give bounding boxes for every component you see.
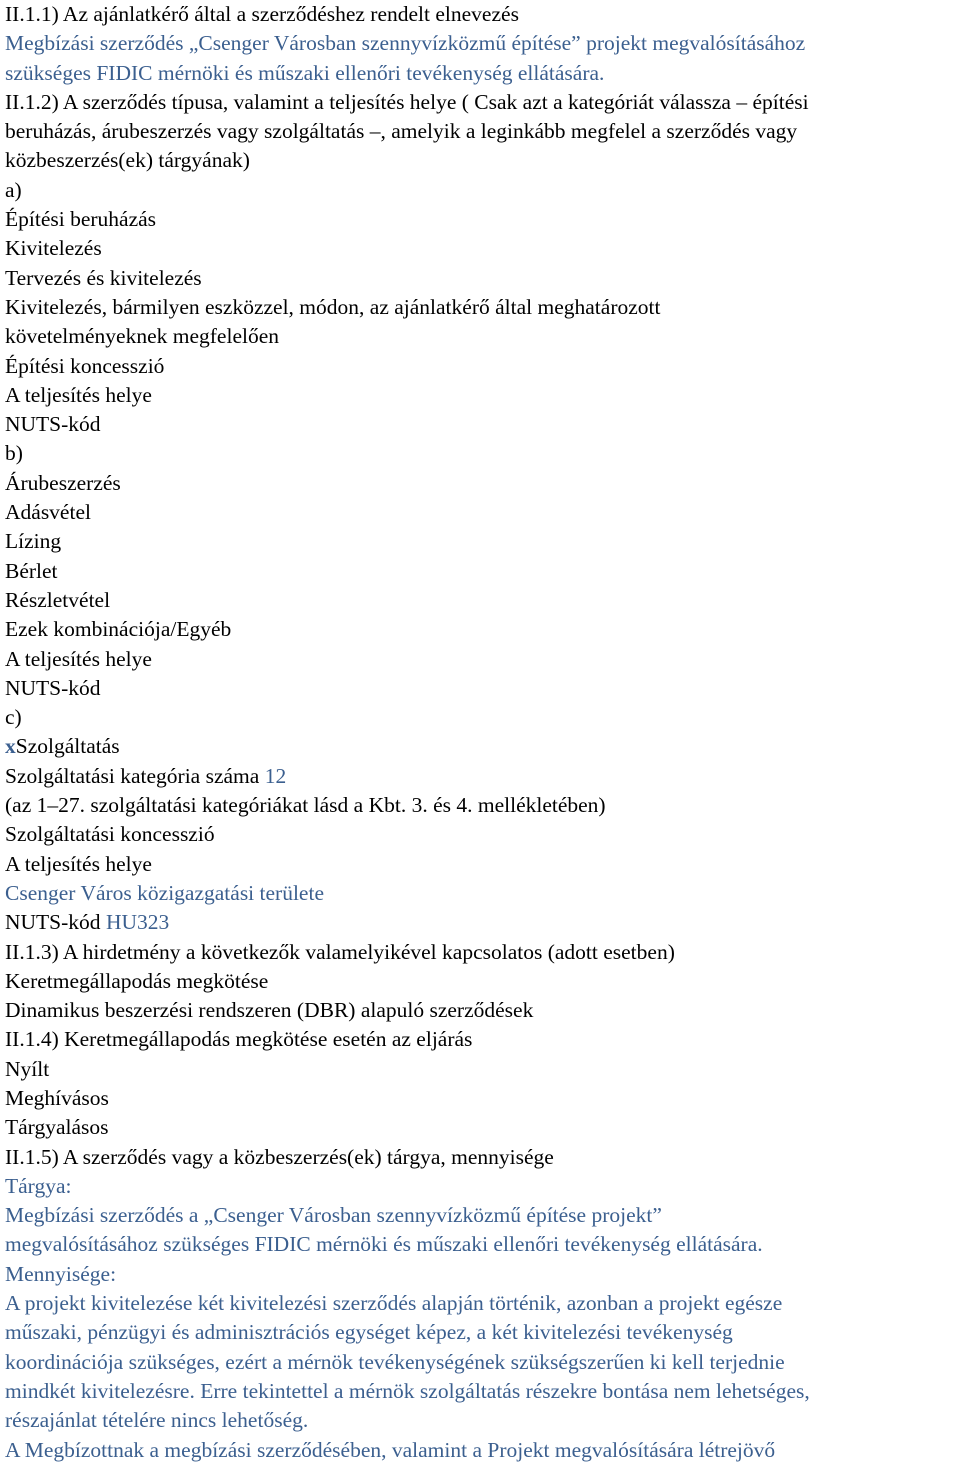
text-line <box>5 469 960 498</box>
highlighted-text: koordinációja szükséges, ezért a mérnök tevékenységének szükségszerűen ki kell terjednie <box>5 1349 785 1374</box>
text-line <box>5 967 960 996</box>
text-segment: Bérlet <box>5 558 58 583</box>
text-segment: a) <box>5 177 22 202</box>
text-line <box>5 234 960 263</box>
text-line <box>5 176 960 205</box>
text-segment: NUTS-kód <box>5 412 101 437</box>
text-line <box>5 645 960 674</box>
text-segment: A teljesítés helye <box>5 646 152 671</box>
text-line <box>5 791 960 820</box>
text-segment: Nyílt <box>5 1056 50 1081</box>
highlighted-text: Megbízási szerződés a „Csenger Városban szennyvízközmű építése projekt” <box>5 1203 662 1228</box>
text-line <box>5 88 960 117</box>
text-segment: Meghívásos <box>5 1085 109 1110</box>
text-line <box>5 498 960 527</box>
highlighted-text: 12 <box>264 763 287 788</box>
text-line <box>5 762 960 791</box>
highlighted-text: szükséges FIDIC mérnöki és műszaki ellenőri tevékenység ellátására. <box>5 60 605 85</box>
highlighted-text: Mennyisége: <box>5 1261 117 1286</box>
text-line <box>5 996 960 1025</box>
text-line <box>5 1289 960 1318</box>
text-segment: Keretmegállapodás megkötése <box>5 968 269 993</box>
text-line <box>5 322 960 351</box>
text-segment: c) <box>5 705 22 730</box>
highlighted-text: Megbízási szerződés „Csenger Városban szennyvízközmű építése” projekt megvalósításához <box>5 31 806 56</box>
text-segment: II.1.5) A szerződés vagy a közbeszerzés(ek) tárgya, mennyisége <box>5 1144 554 1169</box>
text-segment: Tervezés és kivitelezés <box>5 265 202 290</box>
text-line <box>5 1055 960 1084</box>
highlighted-text: részajánlat tételére nincs lehetőség. <box>5 1408 309 1433</box>
text-segment: Adásvétel <box>5 500 91 525</box>
text-line <box>5 1377 960 1406</box>
text-segment: II.1.2) A szerződés típusa, valamint a teljesítés helye ( Csak azt a kategóriát válassza – építési <box>5 89 809 114</box>
highlighted-text: A projekt kivitelezése két kivitelezési szerződés alapján történik, azonban a projekt egésze <box>5 1291 783 1316</box>
text-segment: beruházás, árubeszerzés vagy szolgáltatás –, amelyik a leginkább megfelel a szerződés vagy <box>5 119 798 144</box>
text-segment: b) <box>5 441 23 466</box>
text-line <box>5 352 960 381</box>
text-line <box>5 1230 960 1259</box>
text-line <box>5 703 960 732</box>
text-segment: A teljesítés helye <box>5 382 152 407</box>
text-line <box>5 1143 960 1172</box>
text-segment: Árubeszerzés <box>5 470 121 495</box>
text-line <box>5 1436 960 1465</box>
text-segment: követelményeknek megfelelően <box>5 324 280 349</box>
text-line <box>5 557 960 586</box>
text-line <box>5 117 960 146</box>
text-segment: NUTS-kód <box>5 910 106 935</box>
text-line <box>5 0 960 29</box>
text-segment: II.1.1) Az ajánlatkérő által a szerződéshez rendelt elnevezés <box>5 2 519 26</box>
text-segment: Szolgáltatás <box>15 734 120 759</box>
text-segment: Dinamikus beszerzési rendszeren (DBR) alapuló szerződések <box>5 998 534 1023</box>
highlighted-text: A Megbízottnak a megbízási szerződésében, valamint a Projekt megvalósítására létrejövő <box>5 1437 776 1462</box>
text-segment: Szolgáltatási koncesszió <box>5 822 215 847</box>
text-line <box>5 908 960 937</box>
text-line <box>5 1406 960 1435</box>
text-line <box>5 586 960 615</box>
text-segment: II.1.3) A hirdetmény a következők valamelyikével kapcsolatos (adott esetben) <box>5 939 675 964</box>
text-line <box>5 527 960 556</box>
text-line <box>5 850 960 879</box>
text-line <box>5 938 960 967</box>
text-line <box>5 820 960 849</box>
text-segment: Építési koncesszió <box>5 353 165 378</box>
text-line <box>5 439 960 468</box>
text-line <box>5 29 960 58</box>
text-line <box>5 1318 960 1347</box>
text-line <box>5 879 960 908</box>
text-segment: (az 1–27. szolgáltatási kategóriákat lásd a Kbt. 3. és 4. mellékletében) <box>5 793 606 818</box>
text-line <box>5 1025 960 1054</box>
text-line <box>5 732 960 761</box>
text-line <box>5 1348 960 1377</box>
text-segment: Kivitelezés <box>5 236 102 261</box>
text-segment: Lízing <box>5 529 62 554</box>
text-line <box>5 293 960 322</box>
text-segment: Tárgyalásos <box>5 1115 109 1140</box>
text-segment: Kivitelezés, bármilyen eszközzel, módon, az ajánlatkérő által meghatározott <box>5 294 661 319</box>
text-segment: Szolgáltatási kategória száma <box>5 763 265 788</box>
text-line <box>5 615 960 644</box>
text-line <box>5 674 960 703</box>
highlighted-text: x <box>5 734 16 759</box>
text-line <box>5 1113 960 1142</box>
text-line <box>5 1172 960 1201</box>
text-line <box>5 410 960 439</box>
text-line <box>5 381 960 410</box>
text-line <box>5 1201 960 1230</box>
text-segment: Építési beruházás <box>5 207 157 232</box>
highlighted-text: Csenger Város közigazgatási területe <box>5 880 324 905</box>
highlighted-text: műszaki, pénzügyi és adminisztrációs egységet képez, a két kivitelezési tevékenység <box>5 1320 733 1345</box>
highlighted-text: megvalósításához szükséges FIDIC mérnöki és műszaki ellenőri tevékenység ellátására. <box>5 1232 763 1257</box>
text-segment: Részletvétel <box>5 587 111 612</box>
text-line <box>5 205 960 234</box>
text-segment: Ezek kombinációja/Egyéb <box>5 617 232 642</box>
text-segment: közbeszerzés(ek) tárgyának) <box>5 148 250 173</box>
text-segment: A teljesítés helye <box>5 851 152 876</box>
text-line <box>5 1260 960 1289</box>
text-line <box>5 59 960 88</box>
text-line <box>5 1084 960 1113</box>
text-segment: II.1.4) Keretmegállapodás megkötése esetén az eljárás <box>5 1027 473 1052</box>
highlighted-text: HU323 <box>105 910 170 935</box>
text-line <box>5 264 960 293</box>
highlighted-text: mindkét kivitelezésre. Erre tekintettel a mérnök szolgáltatás részekre bontása nem lehetséges, <box>5 1378 810 1403</box>
text-line <box>5 146 960 175</box>
text-segment: NUTS-kód <box>5 675 101 700</box>
highlighted-text: Tárgya: <box>5 1173 72 1198</box>
